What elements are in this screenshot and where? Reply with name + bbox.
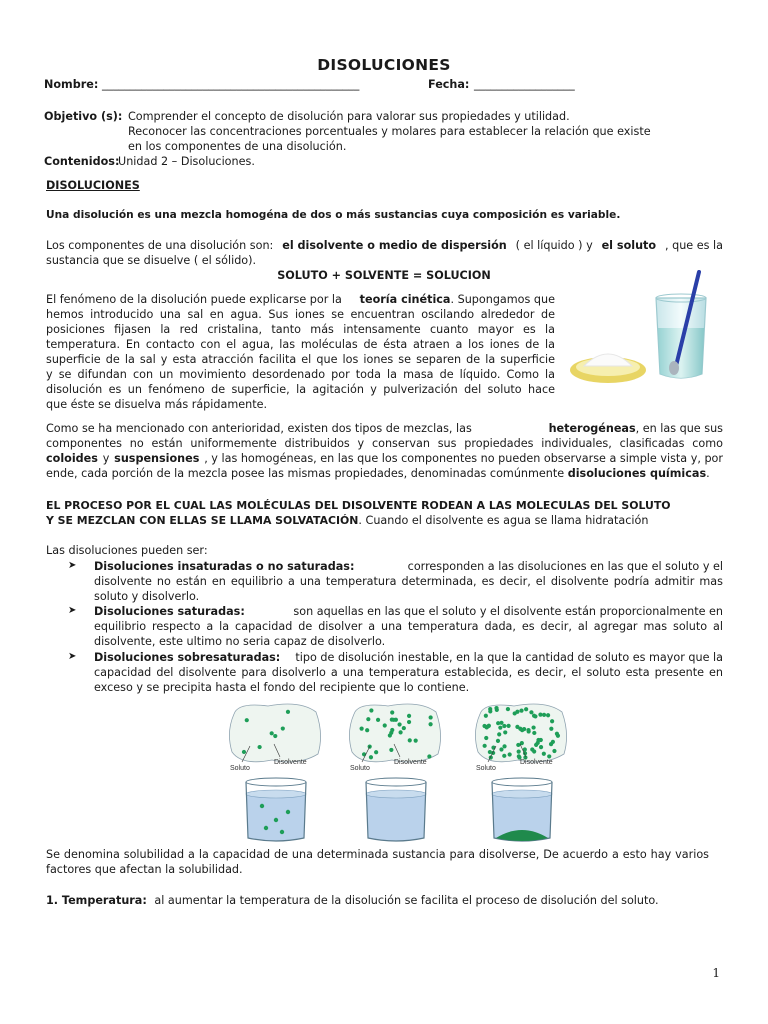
contenidos-value: Unidad 2 – Disoluciones. xyxy=(118,155,255,168)
beaker-solute-dot xyxy=(286,810,290,814)
solute-dot xyxy=(366,717,370,721)
solute-dot xyxy=(497,732,501,736)
solute-dot xyxy=(502,744,506,748)
fenomeno-line-2: hemos introducido una sal en agua. Sus iones se encuentran oscilando alrededor de xyxy=(46,308,555,321)
solute-dot xyxy=(555,732,559,736)
solute-dot xyxy=(389,748,393,752)
beaker-solute-dot xyxy=(280,830,284,834)
factor-temperatura-text: al aumentar la temperatura de la disolución se facilita el proceso de disolución del soluto. xyxy=(154,894,659,907)
fenomeno-term: teoría cinética xyxy=(359,293,451,306)
solute-dot xyxy=(365,728,369,732)
solute-dot xyxy=(519,709,523,713)
tipo-1-label: Disoluciones insaturadas o no saturadas: xyxy=(94,560,355,573)
solute-dot xyxy=(506,707,510,711)
solute-dot xyxy=(427,754,431,758)
solute-dot xyxy=(549,742,553,746)
solute-dot xyxy=(483,744,487,748)
solute-dot xyxy=(524,707,528,711)
componentes-line-2: sustancia que se disuelve ( el sólido). xyxy=(46,254,257,267)
solute-dot xyxy=(428,722,432,726)
solute-dot xyxy=(502,754,506,758)
mezclas-l3d: , y las homogéneas, en las que los componentes no pueden observarse a simple vista y, por xyxy=(204,452,723,465)
solute-dot xyxy=(390,728,394,732)
solute-dot xyxy=(273,734,277,738)
componentes-line-1 xyxy=(46,238,723,253)
solute-dot xyxy=(414,739,418,743)
solute-dot xyxy=(552,749,556,753)
objetivo-label: Objetivo (s): xyxy=(44,110,123,123)
solute-dot xyxy=(502,724,506,728)
mezclas-l1c: , en las que sus xyxy=(635,422,723,435)
mezclas-coloides: coloides xyxy=(46,452,98,465)
solute-dot xyxy=(547,754,551,758)
label-soluto: Soluto xyxy=(230,765,250,772)
mezclas-heterogeneas: heterogéneas xyxy=(548,422,636,435)
label-disolvente: Disolvente xyxy=(394,759,427,766)
tipo-2-line-2: equilibrio respecto a la capacidad de disolver a una temperatura dada, es decir, al agregar mas soluto al xyxy=(94,620,723,633)
nombre-label: Nombre: xyxy=(44,78,99,91)
solute-dot xyxy=(532,731,536,735)
factor-temperatura xyxy=(46,893,659,908)
bullet-arrow-icon: ➤ xyxy=(68,605,77,616)
solute-dot xyxy=(517,750,521,754)
fenomeno-line-4: temperatura. En contacto con el agua, las moléculas de ésta atraen a los iones de la xyxy=(46,338,555,351)
solute-dot xyxy=(515,710,519,714)
solute-dot xyxy=(542,752,546,756)
solute-dot xyxy=(407,720,411,724)
solute-dot xyxy=(538,712,542,716)
solute-dot xyxy=(549,727,553,731)
mezclas-disoluciones-quimicas: disoluciones químicas xyxy=(567,467,707,480)
tipo-1-line-1 xyxy=(94,559,723,574)
solute-dot xyxy=(536,738,540,742)
tipo-2-line-1 xyxy=(94,604,723,619)
fenomeno-line-6: y se difundan con un movimiento desordenado por toda la masa de líquido. Como la xyxy=(46,368,555,381)
solvatacion-line-2 xyxy=(46,513,648,528)
fenomeno-line-8: que éste se disuelva más rápidamente. xyxy=(46,398,268,411)
bullet-arrow-icon: ➤ xyxy=(68,651,77,662)
solute-dot xyxy=(530,747,534,751)
componentes-b: el disolvente o medio de dispersión xyxy=(282,239,507,252)
solute-dot xyxy=(407,714,411,718)
solute-dot xyxy=(527,729,531,733)
fenomeno-l1a: El fenómeno de la disolución puede explicarse por la xyxy=(46,293,342,306)
mezclas-l1a: Como se ha mencionado con anterioridad, existen dos tipos de mezclas, las xyxy=(46,422,472,435)
tipo-3-line-3: exceso y se precipita hasta el fondo del recipiente que lo contiene. xyxy=(94,681,470,694)
solute-dot xyxy=(390,710,394,714)
page-title: DISOLUCIONES xyxy=(317,56,451,74)
section-heading: DISOLUCIONES xyxy=(46,179,140,192)
saturation-diagram xyxy=(228,700,568,842)
tipo-3-label: Disoluciones sobresaturadas: xyxy=(94,651,281,664)
solute-dot xyxy=(503,730,507,734)
definition-text: Una disolución es una mezcla homogéna de dos o más sustancias cuya composición es variable. xyxy=(46,209,621,221)
solute-dot xyxy=(508,752,512,756)
componentes-c: ( el líquido ) y xyxy=(515,239,593,252)
fenomeno-line-3: posiciones fijasen la red cristalina, tanto más intensamente cuanto mayor es la xyxy=(46,323,555,336)
solute-dot xyxy=(369,708,373,712)
solute-dot xyxy=(550,719,554,723)
fenomeno-line-5: superficie de la sal y esta atracción facilita el que los iones se separen de la superficie xyxy=(46,353,555,366)
fecha-blank: __________________ xyxy=(474,78,575,91)
solute-dot xyxy=(531,725,535,729)
beaker-surface xyxy=(246,790,306,798)
salt-pile xyxy=(584,354,632,366)
mezclas-l4a: ende, cada porción de la mezcla posee las mismas propiedades, denominadas comúnmente xyxy=(46,467,565,480)
fenomeno-line-1 xyxy=(46,292,555,307)
solute-dot xyxy=(376,718,380,722)
solute-dot xyxy=(360,727,364,731)
solvatacion-line-1: EL PROCESO POR EL CUAL LAS MOLÉCULAS DEL DISOLVENTE RODEAN A LAS MOLECULAS DEL SOLUTO xyxy=(46,499,671,512)
solute-dot xyxy=(281,726,285,730)
solute-dot xyxy=(369,755,373,759)
solute-dot xyxy=(515,725,519,729)
beaker-rim xyxy=(492,778,552,786)
label-disolvente: Disolvente xyxy=(520,759,553,766)
solute-dot xyxy=(546,713,550,717)
beaker-water xyxy=(246,794,306,841)
solute-dot xyxy=(533,714,537,718)
tipo-2-l1: son aquellas en las que el soluto y el disolvente están proporcionalmente en xyxy=(293,605,723,618)
mezclas-line-1 xyxy=(46,421,723,436)
solute-dot xyxy=(542,713,546,717)
beaker-surface xyxy=(492,790,552,798)
tipo-2-line-3: disolvente, este ultimo no seria capaz de disolverlo. xyxy=(94,635,386,648)
label-soluto: Soluto xyxy=(350,765,370,772)
solute-dot xyxy=(429,715,433,719)
solute-dot xyxy=(485,725,489,729)
solute-dot xyxy=(498,726,502,730)
solute-dot xyxy=(520,728,524,732)
mezclas-line-4 xyxy=(46,466,710,481)
beaker-solute-dot xyxy=(274,818,278,822)
beaker-surface xyxy=(366,790,426,798)
solute-dot xyxy=(494,706,498,710)
beaker-water xyxy=(366,794,426,841)
bullet-arrow-icon: ➤ xyxy=(68,560,77,571)
mezclas-line-2: componentes no están uniformemente distribuidos y conservan sus propiedades individuales, clasificadas como xyxy=(46,437,723,450)
formula: SOLUTO + SOLVENTE = SOLUCION xyxy=(277,269,491,282)
solvatacion-l2a: Y SE MEZCLAN CON ELLAS SE LLAMA SOLVATACIÓN xyxy=(46,514,359,527)
solute-dot xyxy=(499,747,503,751)
solute-dot xyxy=(484,714,488,718)
tipo-3-l1: tipo de disolución inestable, en la que la cantidad de soluto es mayor que la xyxy=(295,651,723,664)
beaker-rim xyxy=(246,778,306,786)
componentes-d: el soluto xyxy=(601,239,657,252)
solubilidad-line-1: Se denomina solubilidad a la capacidad de una determinada sustancia para disolverse, De acuerdo a esto hay varios xyxy=(46,848,709,861)
objetivo-line-1: Comprender el concepto de disolución para valorar sus propiedades y utilidad. xyxy=(128,110,570,123)
fenomeno-line-7: disolución es un fenómeno de superficie, la agitación y pulverización del soluto hace xyxy=(46,383,555,396)
solute-dot xyxy=(484,736,488,740)
solute-dot xyxy=(408,738,412,742)
beaker-rim xyxy=(366,778,426,786)
solute-dot xyxy=(488,709,492,713)
nombre-blank: ______________________________________________ xyxy=(102,78,360,91)
mezclas-l4c: . xyxy=(706,467,710,480)
tipo-1-line-2: disolvente no están en equilibrio a una temperatura determinada, es decir, el disolvente podría admitir mas xyxy=(94,575,723,588)
beaker-solute-dot xyxy=(260,804,264,808)
fecha-label: Fecha: xyxy=(428,78,470,91)
glass-salt-illustration xyxy=(568,270,728,388)
contenidos-label: Contenidos: xyxy=(44,155,120,168)
solute-dot xyxy=(529,710,533,714)
objetivo-line-3: en los componentes de una disolución. xyxy=(128,140,347,153)
solute-dot xyxy=(392,718,396,722)
tipo-1-l1: corresponden a las disoluciones en las que el soluto y el xyxy=(407,560,723,573)
tipo-3-line-2: capacidad del disolvente para disolverlo a una temperatura establecida, es decir, el soluto esta presente en xyxy=(94,666,723,679)
tipos-intro: Las disoluciones pueden ser: xyxy=(46,544,208,557)
solute-dot xyxy=(402,726,406,730)
solute-dot xyxy=(506,724,510,728)
mezclas-l3b: y xyxy=(102,452,110,465)
mezclas-suspensiones: suspensiones xyxy=(114,452,200,465)
mezclas-line-3 xyxy=(46,451,723,466)
solute-dot xyxy=(496,721,500,725)
componentes-a: Los componentes de una disolución son: xyxy=(46,239,274,252)
label-soluto: Soluto xyxy=(476,765,496,772)
solute-dot xyxy=(245,718,249,722)
solute-dot xyxy=(496,739,500,743)
solute-dot xyxy=(398,730,402,734)
page-number: 1 xyxy=(712,966,720,980)
solute-dot xyxy=(242,750,246,754)
solvatacion-l2b: . Cuando el disolvente es agua se llama hidratación xyxy=(358,514,649,527)
fenomeno-l1c: . Supongamos que xyxy=(450,293,555,306)
tipo-3-line-1 xyxy=(94,650,723,665)
componentes-e: , que es la xyxy=(665,239,723,252)
solute-dot xyxy=(374,750,378,754)
solute-dot xyxy=(286,710,290,714)
solubilidad-line-2: factores que afectan la solubilidad. xyxy=(46,863,243,876)
label-disolvente: Disolvente xyxy=(274,759,307,766)
solute-dot xyxy=(258,745,262,749)
spoon-bowl xyxy=(669,361,679,375)
objetivo-line-2: Reconocer las concentraciones porcentuales y molares para establecer la relación que existe xyxy=(128,125,651,138)
tipo-1-line-3: soluto y disolverlo. xyxy=(94,590,200,603)
tipo-2-label: Disoluciones saturadas: xyxy=(94,605,245,618)
solute-dot xyxy=(539,745,543,749)
solute-dot xyxy=(383,723,387,727)
beaker-solute-dot xyxy=(264,826,268,830)
solute-dot xyxy=(270,731,274,735)
factor-temperatura-label: 1. Temperatura: xyxy=(46,894,147,907)
solute-dot xyxy=(397,722,401,726)
